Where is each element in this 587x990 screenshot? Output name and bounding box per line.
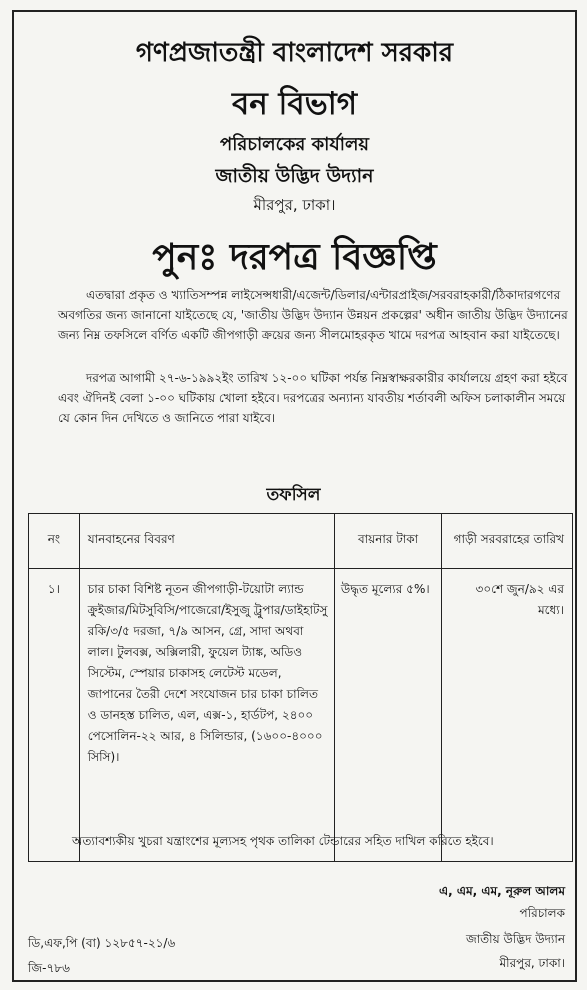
government-title: গণপ্রজাতন্ত্রী বাংলাদেশ সরকার [135, 38, 454, 68]
office-title: পরিচালকের কার্যালয় [219, 134, 370, 155]
row-deposit: উদ্ধৃত মূল্যের ৫%। [334, 569, 441, 862]
header-serial: নং [29, 514, 80, 569]
dfp-reference: ডি,এফ,পি (বা) ১২৮৫৭-২১/৬ [28, 936, 176, 950]
notice-paragraph-1: এতদ্বারা প্রকৃত ও খ্যাতিসম্পন্ন লাইসেন্সধারী/এজেন্ট/ডিলার/এন্টারপ্রাইজ/সরবরাহকারী/ঠিকাদারগণের অবগতির জন্য জানানো যাইতেছে যে, 'জাতীয় উদ্ভিদ উদ্যান উন্নয়ন প্রকল্পের' অধীন জাতীয় উদ্ভিদ উদ্যানের জন্য নিম্ন তফসিলে বর্ণিত একটি জীপগাড়ী ক্রয়ের জন্য সীলমোহরকৃত খামে দরপত্র আহবান করা যাইতেছে। [58, 288, 568, 342]
spare-parts-note: অত্যাবশ্যকীয় খুচরা যন্ত্রাংশের মূল্যসহ পৃথক তালিকা টেন্ডারের সহিত দাখিল করিতে হইবে। [72, 834, 494, 848]
row-delivery: ৩০শে জুন/৯২ এর মধ্যে। [442, 569, 573, 862]
g-reference: জি-৭৮৬ [28, 961, 70, 975]
signatory-title: পরিচালক [519, 906, 565, 920]
table-header-row [29, 514, 573, 569]
schedule-table [28, 513, 573, 862]
header-delivery: গাড়ী সরবরাহের তারিখ [442, 514, 573, 569]
address-line: মীরপুর, ঢাকা। [253, 196, 336, 214]
table-row [29, 569, 573, 862]
notice-paragraph-2: দরপত্র আগামী ২৭-৬-১৯৯২ইং তারিখ ১২-০০ ঘটিকা পর্যন্ত নিম্নস্বাক্ষরকারীর কার্যালয়ে গ্রহণ করা হইবে এবং ঐদিনই বেলা ১-০০ ঘটিকায় খোলা হইবে। দরপত্রের অন্যান্য যাবতীয় শর্তাবলী অফিস চলাকালীন সময়ে যে কোন দিন দেখিতে ও জানিতে পারা যাইবে। [58, 371, 568, 425]
header-deposit: বায়নার টাকা [334, 514, 441, 569]
schedule-heading: তফসিল [266, 485, 321, 505]
signatory-place: মীরপুর, ঢাকা। [499, 956, 565, 970]
department-title: বন বিভাগ [231, 86, 358, 122]
header-description: যানবাহনের বিবরণ [79, 514, 334, 569]
notice-heading: পুনঃ দরপত্র বিজ্ঞপ্তি [152, 237, 437, 278]
signatory-org: জাতীয় উদ্ভিদ উদ্যান [465, 932, 565, 946]
garden-title: জাতীয় উদ্ভিদ উদ্যান [215, 165, 374, 187]
row-description: চার চাকা বিশিষ্ট নূতন জীপগাড়ী-টয়োটা ল্যান্ড ক্রুইজার/মিটসুবিসি/পাজেরো/ইসুজু ট্রুপার/ডাইহাটসু রকি/৩/৫ দরজা, ৭/৯ আসন, গ্রে, সাদা অথবা লাল। টুলবক্স, অক্সিলারী, ফুয়েল ট্যাঙ্ক, অডিও সিস্টেম, স্পেয়ার চাকাসহ লেটেস্ট মডেল, জাপানের তৈরী দেশে সংযোজন চার চাকা চালিত ও ডানহস্ত চালিত, এল, এক্স-১, হার্ডটপ, ২৪০০ পেসোলিন-২২ আর, ৪ সিলিন্ডার, (১৬০০-৪০০০ সিসি)। [79, 569, 334, 862]
signatory-name: এ, এম, এম, নূরুল আলম [438, 884, 565, 898]
row-serial: ১। [29, 569, 80, 862]
